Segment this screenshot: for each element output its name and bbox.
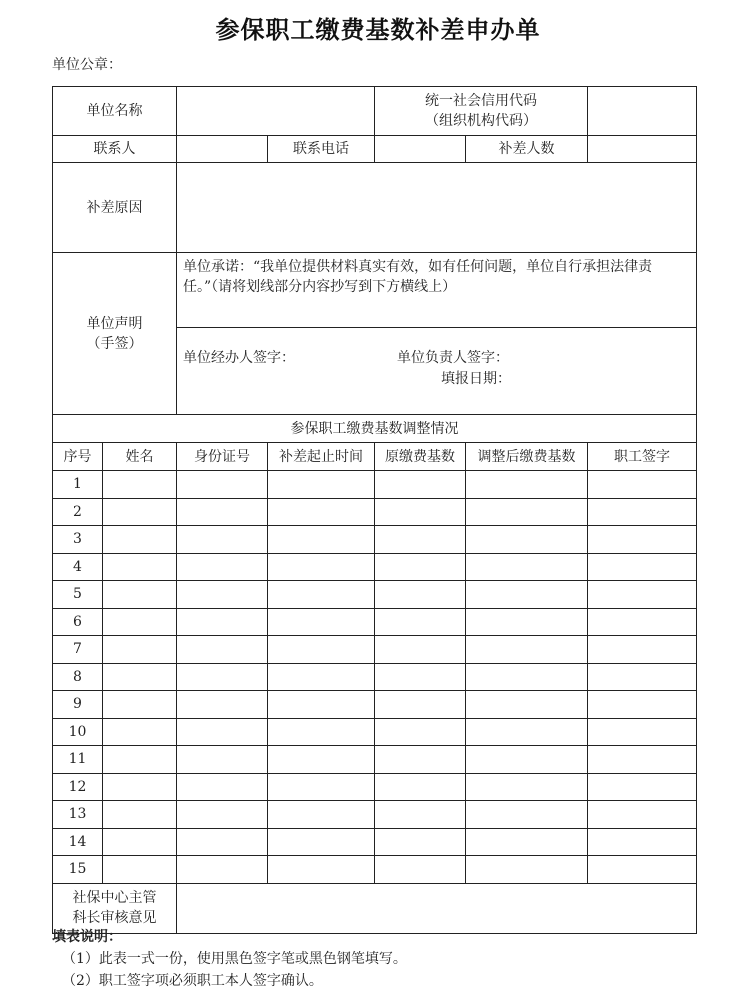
handler-sign-label: 单位经办人签字： xyxy=(183,350,295,366)
original-base-cell[interactable] xyxy=(375,526,466,554)
adjusted-base-cell[interactable] xyxy=(466,691,588,719)
adjusted-base-cell[interactable] xyxy=(466,471,588,499)
column-header-row xyxy=(53,443,697,471)
row-number: 7 xyxy=(53,636,103,664)
original-base-cell[interactable] xyxy=(375,498,466,526)
original-base-cell[interactable] xyxy=(375,801,466,829)
column-header: 职工签字 xyxy=(588,443,697,471)
period-cell[interactable] xyxy=(268,691,375,719)
period-cell[interactable] xyxy=(268,581,375,609)
review-label-line2: 科长审核意见 xyxy=(72,910,157,926)
name-cell[interactable] xyxy=(103,801,177,829)
adjusted-base-cell[interactable] xyxy=(466,773,588,801)
id-number-cell[interactable] xyxy=(177,553,268,581)
adjusted-base-cell[interactable] xyxy=(466,801,588,829)
review-label-line1: 社保中心主管 xyxy=(72,890,157,906)
name-cell[interactable] xyxy=(103,608,177,636)
signature-cell[interactable] xyxy=(588,746,697,774)
page-title: 参保职工缴费基数补差申办单 xyxy=(215,16,541,44)
signature-cell[interactable] xyxy=(588,663,697,691)
fill-date-label: 填报日期： xyxy=(441,371,511,387)
period-cell[interactable] xyxy=(268,856,375,884)
name-cell[interactable] xyxy=(103,746,177,774)
adjust-section-title: 参保职工缴费基数调整情况 xyxy=(53,415,697,443)
table-row xyxy=(53,581,697,609)
original-base-cell[interactable] xyxy=(375,663,466,691)
signature-area[interactable] xyxy=(177,328,697,415)
table-row xyxy=(53,471,697,499)
adjusted-base-cell[interactable] xyxy=(466,856,588,884)
signature-cell[interactable] xyxy=(588,828,697,856)
original-base-cell[interactable] xyxy=(375,773,466,801)
table-row xyxy=(53,691,697,719)
row-number: 10 xyxy=(53,718,103,746)
period-cell[interactable] xyxy=(268,746,375,774)
signature-cell[interactable] xyxy=(588,498,697,526)
row-number: 12 xyxy=(53,773,103,801)
table-row xyxy=(53,746,697,774)
row-number: 13 xyxy=(53,801,103,829)
id-number-cell[interactable] xyxy=(177,663,268,691)
row-number: 2 xyxy=(53,498,103,526)
phone-label: 联系电话 xyxy=(268,136,375,163)
signature-cell[interactable] xyxy=(588,718,697,746)
name-cell[interactable] xyxy=(103,581,177,609)
unit-name-field[interactable] xyxy=(177,87,375,136)
signature-cell[interactable] xyxy=(588,691,697,719)
name-cell[interactable] xyxy=(103,828,177,856)
table-row xyxy=(53,663,697,691)
adjusted-base-cell[interactable] xyxy=(466,553,588,581)
row-number: 11 xyxy=(53,746,103,774)
period-cell[interactable] xyxy=(268,801,375,829)
signature-cell[interactable] xyxy=(588,471,697,499)
credit-code-label xyxy=(375,87,588,136)
name-cell[interactable] xyxy=(103,498,177,526)
period-cell[interactable] xyxy=(268,636,375,664)
employee-rows xyxy=(53,471,697,884)
column-header: 补差起止时间 xyxy=(268,443,375,471)
original-base-cell[interactable] xyxy=(375,828,466,856)
adjusted-base-cell[interactable] xyxy=(466,581,588,609)
adjusted-base-cell[interactable] xyxy=(466,663,588,691)
adjusted-base-cell[interactable] xyxy=(466,718,588,746)
period-cell[interactable] xyxy=(268,553,375,581)
credit-code-label-line2: （组织机构代码） xyxy=(425,113,537,129)
column-header: 原缴费基数 xyxy=(375,443,466,471)
original-base-cell[interactable] xyxy=(375,856,466,884)
table-row xyxy=(53,856,697,884)
row-number: 8 xyxy=(53,663,103,691)
period-cell[interactable] xyxy=(268,471,375,499)
declaration-label-line2: （手签） xyxy=(86,335,143,352)
original-base-cell[interactable] xyxy=(375,746,466,774)
signature-cell[interactable] xyxy=(588,553,697,581)
table-row xyxy=(53,498,697,526)
signature-cell[interactable] xyxy=(588,581,697,609)
original-base-cell[interactable] xyxy=(375,553,466,581)
id-number-cell[interactable] xyxy=(177,636,268,664)
contact-field[interactable] xyxy=(177,136,268,163)
period-cell[interactable] xyxy=(268,498,375,526)
id-number-cell[interactable] xyxy=(177,856,268,884)
signature-cell[interactable] xyxy=(588,526,697,554)
original-base-cell[interactable] xyxy=(375,471,466,499)
adjusted-base-cell[interactable] xyxy=(466,498,588,526)
id-number-cell[interactable] xyxy=(177,581,268,609)
pledge-text: 单位承诺：“我单位提供材料真实有效，如有任何问题，单位自行承担法律责任。”（请将划线部分内容抄写到下方横线上） xyxy=(177,253,697,328)
application-form-table xyxy=(52,86,697,934)
id-number-cell[interactable] xyxy=(177,691,268,719)
declaration-label-line1: 单位声明 xyxy=(86,315,143,332)
leader-sign-label: 单位负责人签字： xyxy=(397,350,509,366)
table-row xyxy=(53,773,697,801)
unit-name-label: 单位名称 xyxy=(53,87,177,136)
signature-cell[interactable] xyxy=(588,636,697,664)
original-base-cell[interactable] xyxy=(375,608,466,636)
unit-seal-label: 单位公章： xyxy=(52,57,122,73)
column-header: 身份证号 xyxy=(177,443,268,471)
fill-instructions xyxy=(52,926,407,992)
period-cell[interactable] xyxy=(268,773,375,801)
name-cell[interactable] xyxy=(103,553,177,581)
table-row xyxy=(53,801,697,829)
period-cell[interactable] xyxy=(268,718,375,746)
adjusted-base-cell[interactable] xyxy=(466,608,588,636)
original-base-cell[interactable] xyxy=(375,718,466,746)
signature-cell[interactable] xyxy=(588,801,697,829)
row-number: 5 xyxy=(53,581,103,609)
id-number-cell[interactable] xyxy=(177,746,268,774)
row-number: 15 xyxy=(53,856,103,884)
row-number: 9 xyxy=(53,691,103,719)
row-number: 6 xyxy=(53,608,103,636)
credit-code-label-line1: 统一社会信用代码 xyxy=(425,93,537,109)
id-number-cell[interactable] xyxy=(177,801,268,829)
id-number-cell[interactable] xyxy=(177,828,268,856)
table-row xyxy=(53,608,697,636)
reason-label: 补差原因 xyxy=(53,163,177,253)
name-cell[interactable] xyxy=(103,773,177,801)
table-row xyxy=(53,526,697,554)
id-number-cell[interactable] xyxy=(177,471,268,499)
column-header: 姓名 xyxy=(103,443,177,471)
phone-field[interactable] xyxy=(375,136,466,163)
reason-field[interactable] xyxy=(177,163,697,253)
row-number: 1 xyxy=(53,471,103,499)
table-row xyxy=(53,636,697,664)
count-field[interactable] xyxy=(588,136,697,163)
notes-title: 填表说明： xyxy=(52,929,122,945)
period-cell[interactable] xyxy=(268,608,375,636)
period-cell[interactable] xyxy=(268,526,375,554)
id-number-cell[interactable] xyxy=(177,773,268,801)
signature-cell[interactable] xyxy=(588,856,697,884)
adjusted-base-cell[interactable] xyxy=(466,746,588,774)
original-base-cell[interactable] xyxy=(375,691,466,719)
name-cell[interactable] xyxy=(103,636,177,664)
adjusted-base-cell[interactable] xyxy=(466,828,588,856)
name-cell[interactable] xyxy=(103,691,177,719)
table-row xyxy=(53,828,697,856)
note-item: （2）职工签字项必须职工本人签字确认。 xyxy=(62,973,323,989)
id-number-cell[interactable] xyxy=(177,526,268,554)
row-number: 4 xyxy=(53,553,103,581)
adjusted-base-cell[interactable] xyxy=(466,636,588,664)
contact-label: 联系人 xyxy=(53,136,177,163)
column-header: 序号 xyxy=(53,443,103,471)
table-row xyxy=(53,553,697,581)
original-base-cell[interactable] xyxy=(375,636,466,664)
signature-cell[interactable] xyxy=(588,773,697,801)
period-cell[interactable] xyxy=(268,828,375,856)
signature-cell[interactable] xyxy=(588,608,697,636)
id-number-cell[interactable] xyxy=(177,608,268,636)
table-row xyxy=(53,718,697,746)
declaration-label xyxy=(53,253,177,415)
row-number: 14 xyxy=(53,828,103,856)
name-cell[interactable] xyxy=(103,856,177,884)
name-cell[interactable] xyxy=(103,663,177,691)
count-label: 补差人数 xyxy=(466,136,588,163)
credit-code-field[interactable] xyxy=(588,87,697,136)
name-cell[interactable] xyxy=(103,526,177,554)
period-cell[interactable] xyxy=(268,663,375,691)
adjusted-base-cell[interactable] xyxy=(466,526,588,554)
row-number: 3 xyxy=(53,526,103,554)
name-cell[interactable] xyxy=(103,471,177,499)
note-item: （1）此表一式一份，使用黑色签字笔或黑色钢笔填写。 xyxy=(62,951,407,967)
id-number-cell[interactable] xyxy=(177,498,268,526)
column-header: 调整后缴费基数 xyxy=(466,443,588,471)
id-number-cell[interactable] xyxy=(177,718,268,746)
original-base-cell[interactable] xyxy=(375,581,466,609)
name-cell[interactable] xyxy=(103,718,177,746)
